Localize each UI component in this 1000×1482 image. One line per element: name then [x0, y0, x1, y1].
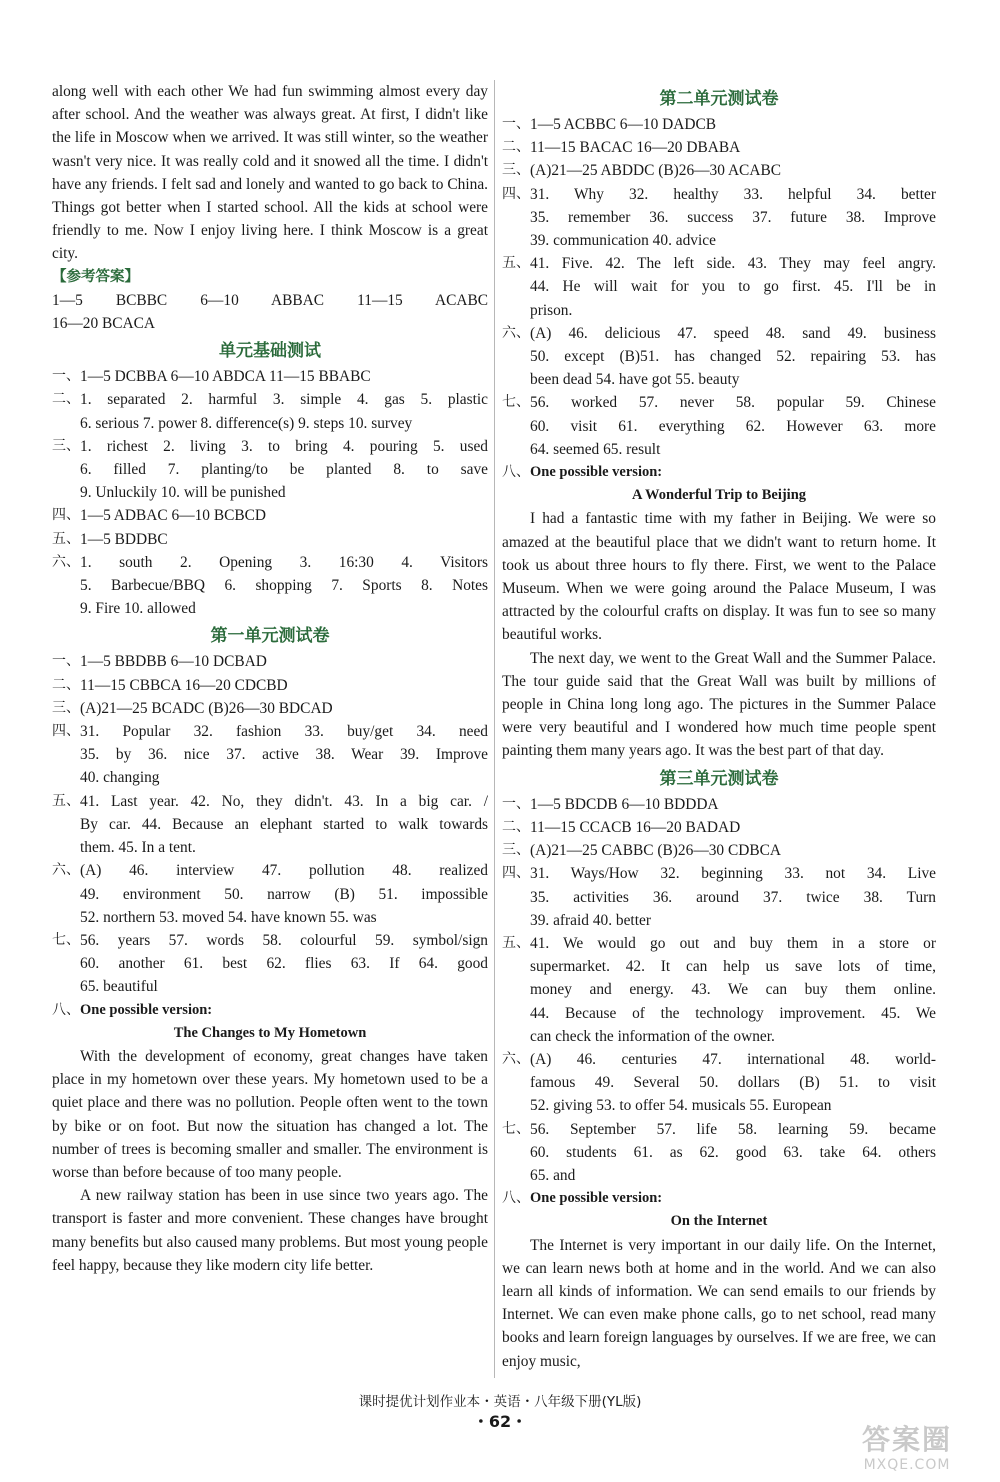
answer-text: 1. separated 2. harmful 3. simple 4. gas 5. plastic — [80, 391, 488, 409]
answer-row — [502, 793, 936, 816]
answer-continuation: 60. students 61. as 62. good 63. take 64. others — [530, 1143, 936, 1161]
answer-text: 1—5 BDCDB 6—10 BDDDA — [530, 795, 719, 813]
answer-text: (A) 46. delicious 47. speed 48. sand 49. business — [530, 324, 936, 342]
answer-text: (A) 46. interview 47. pollution 48. realized — [80, 862, 488, 880]
answer-row — [52, 674, 488, 697]
question-number: 六、 — [502, 1050, 530, 1067]
answer-continuation: 6. serious 7. power 8. difference(s) 9. steps 10. survey — [80, 414, 413, 432]
answer-text: (A) 46. centuries 47. international 48. world- — [530, 1050, 936, 1068]
answer-text: 1. south 2. Opening 3. 16:30 4. Visitors — [80, 553, 488, 571]
essay-paragraph: A new railway station has been in use since two years ago. The transport is faster and more convenient. These changes have brought many benefits but also caused many problems. But most young people feel happy, because they like modern city life better. — [52, 1187, 488, 1274]
answer-continuation: 9. Unluckily 10. will be punished — [80, 484, 286, 502]
answer-continuation: 44. Because of the technology improvement. 45. We — [530, 1004, 936, 1022]
question-number: 一、 — [52, 368, 80, 385]
watermark-logo — [832, 1424, 982, 1478]
section-title-unit-3-test: 第三单元测试卷 — [659, 768, 779, 789]
answer-continuation: 35. activities 36. around 37. twice 38. Turn — [530, 888, 936, 906]
answer-text: 1—5 ADBAC 6—10 BCBCD — [80, 507, 267, 525]
question-number: 二、 — [502, 818, 530, 835]
reference-answers — [52, 266, 488, 336]
question-number: 五、 — [502, 255, 530, 272]
answer-row — [52, 929, 488, 952]
answer-text: One possible version: — [530, 464, 663, 481]
answer-row — [502, 391, 936, 414]
question-number: 四、 — [502, 185, 530, 202]
answer-continuation: 9. Fire 10. allowed — [80, 600, 196, 618]
answer-continuation: By car. 44. Because an elephant started to walk towards — [80, 815, 488, 833]
answer-continuation: been dead 54. have got 55. beauty — [530, 371, 740, 389]
reference-answers-line: 16—20 BCACA — [52, 315, 156, 333]
answer-continuation: 39. afraid 40. better — [530, 911, 651, 929]
answer-row — [52, 650, 488, 673]
book-title: 课时提优计划作业本・英语・八年级下册(YL版) — [358, 1394, 642, 1410]
question-number: 八、 — [52, 1001, 80, 1018]
answer-row — [502, 1048, 936, 1071]
question-number: 五、 — [502, 934, 530, 951]
answer-continuation: 64. seemed 65. result — [530, 440, 661, 458]
section-title-unit-basic-test: 单元基础测试 — [219, 341, 321, 362]
watermark-text: 答案圈 — [861, 1423, 952, 1456]
right-column — [502, 80, 936, 1373]
question-number: 三、 — [502, 842, 530, 859]
answer-text: 1—5 BBDBB 6—10 DCBAD — [80, 653, 267, 671]
answer-text: 1. richest 2. living 3. to bring 4. pouring 5. used — [80, 437, 488, 455]
answer-row — [502, 1118, 936, 1141]
reference-answers-line: 1—5 BCBBC 6—10 ABBAC 11—15 ACABC — [52, 291, 488, 309]
question-number: 八、 — [502, 464, 530, 481]
answer-continuation: money and energy. 43. We can buy them online. — [530, 981, 936, 999]
watermark-url: MXQE.COM — [863, 1457, 951, 1473]
answer-continuation: 65. and — [530, 1166, 576, 1184]
answer-row — [52, 859, 488, 882]
section-title-unit-1-test: 第一单元测试卷 — [210, 626, 330, 647]
page-number: ・62・ — [472, 1412, 528, 1431]
answer-row — [52, 697, 488, 720]
question-number: 七、 — [502, 394, 530, 411]
answer-continuation: 35. by 36. nice 37. active 38. Wear 39. Improve — [80, 746, 488, 764]
answer-row — [52, 388, 488, 411]
answer-text: 11—15 CCACB 16—20 BADAD — [530, 818, 741, 836]
question-number: 一、 — [502, 795, 530, 812]
essay-title: A Wonderful Trip to Beijing — [631, 487, 807, 504]
answer-continuation: them. 45. In a tent. — [80, 839, 196, 857]
answer-text: 41. We would go out and buy them in a store or — [530, 934, 936, 952]
question-number: 二、 — [52, 676, 80, 693]
section-unit-2-test — [502, 113, 936, 484]
answer-text: One possible version: — [530, 1190, 663, 1207]
answer-continuation: 44. He will wait for you to go first. 45. I'll be in — [530, 278, 936, 296]
answer-row — [52, 435, 488, 458]
answer-continuation: 65. beautiful — [80, 978, 158, 996]
answer-text: 31. Ways/How 32. beginning 33. not 34. Live — [530, 865, 936, 883]
column-divider — [494, 80, 495, 1378]
answer-continuation: famous 49. Several 50. dollars (B) 51. to visit — [530, 1074, 936, 1092]
section-unit-3-test — [502, 793, 936, 1211]
essay-paragraph: The Internet is very important in our daily life. On the Internet, we can learn news both at home and in the world. And we can also learn all kinds of information. We can send emails to our friends by Internet. We can even make phone calls, go to net school, read many books and learn foreign languages by ourselves. If we are free, we can enjoy music, — [502, 1236, 936, 1370]
left-column — [52, 80, 488, 1277]
answer-text: (A)21—25 BCADC (B)26—30 BDCAD — [80, 699, 333, 717]
answer-continuation: 35. remember 36. success 37. future 38. Improve — [530, 208, 936, 226]
essay-title: On the Internet — [670, 1213, 768, 1230]
question-number: 八、 — [502, 1190, 530, 1207]
answer-continuation: 39. communication 40. advice — [530, 232, 716, 250]
answer-text: 31. Why 32. healthy 33. helpful 34. better — [530, 185, 936, 203]
answer-row — [52, 528, 488, 551]
answer-row — [52, 365, 488, 388]
answer-continuation: supermarket. 42. It can help us save lots of time, — [530, 958, 936, 976]
answer-continuation: 49. environment 50. narrow (B) 51. impossible — [80, 885, 488, 903]
section-unit-1-test — [52, 650, 488, 1021]
answer-text: 31. Popular 32. fashion 33. buy/get 34. need — [80, 723, 488, 741]
section-unit-basic-test — [52, 365, 488, 620]
answer-continuation: 5. Barbecue/BBQ 6. shopping 7. Sports 8. Notes — [80, 577, 488, 595]
question-number: 二、 — [502, 139, 530, 156]
answer-continuation: prison. — [530, 301, 573, 319]
answer-row — [502, 839, 936, 862]
question-number: 三、 — [502, 162, 530, 179]
answer-text: 11—15 BACAC 16—20 DBABA — [530, 139, 741, 157]
answer-continuation: 50. except (B)51. has changed 52. repairing 53. has — [530, 348, 936, 366]
answer-continuation: 52. northern 53. moved 54. have known 55. was — [80, 908, 377, 926]
answer-text: 1—5 DCBBA 6—10 ABDCA 11—15 BBABC — [80, 368, 371, 386]
answer-text: 1—5 BDDBC — [80, 530, 168, 548]
question-number: 六、 — [52, 862, 80, 879]
reference-answers-title: 【参考答案】 — [52, 268, 139, 285]
answer-text: 56. years 57. words 58. colourful 59. symbol/sign — [80, 931, 488, 949]
question-number: 二、 — [52, 391, 80, 408]
answer-row — [502, 862, 936, 885]
question-number: 六、 — [502, 324, 530, 341]
question-number: 五、 — [52, 792, 80, 809]
answer-continuation: 52. giving 53. to offer 54. musicals 55. European — [530, 1097, 832, 1115]
answer-row — [52, 999, 488, 1022]
answer-row — [52, 720, 488, 743]
answer-text: One possible version: — [80, 1001, 213, 1018]
answer-text: 56. September 57. life 58. learning 59. became — [530, 1120, 936, 1138]
essay-paragraph: With the development of economy, great changes have taken place in my hometown over these years. My hometown used to be a quiet place and there was no pollution. People often went to the town by bike or on foot. But now the situation has changed a lot. The number of trees is becoming smaller and smaller. The environment is worse than before because of too many people. — [52, 1047, 488, 1181]
answer-row — [502, 1187, 936, 1210]
answer-row — [502, 136, 936, 159]
answer-row — [502, 183, 936, 206]
answer-row — [502, 932, 936, 955]
question-number: 四、 — [52, 507, 80, 524]
answer-text: 1—5 ACBBC 6—10 DADCB — [530, 116, 717, 133]
question-number: 一、 — [502, 116, 530, 132]
question-number: 七、 — [52, 931, 80, 948]
answer-text: 41. Five. 42. The left side. 43. They may feel angry. — [530, 255, 936, 273]
question-number: 三、 — [52, 437, 80, 454]
question-number: 六、 — [52, 553, 80, 570]
answer-text: 11—15 CBBCA 16—20 CDCBD — [80, 676, 288, 694]
answer-row — [502, 252, 936, 275]
essay-paragraph: The next day, we went to the Great Wall and the Summer Palace. The tour guide said that the Great Wall was built by millions of people in China long long ago. The pictures in the Summer Palace were very beautiful and I wondered how much time people spent painting them many years ago. It was the best part of that day. — [502, 649, 936, 760]
essay-paragraph: I had a fantastic time with my father in Beijing. We were so amazed at the beautiful place that we didn't want to return home. It took us about three hours to fly there. First, we went to the Palace Museum. When we were going around the Palace Museum, I was attracted by the colourful crafts on display. It was fun to see so many beautiful works. — [502, 510, 936, 644]
question-number: 七、 — [502, 1120, 530, 1137]
answer-text: 56. worked 57. never 58. popular 59. Chinese — [530, 394, 936, 412]
answer-continuation: 60. another 61. best 62. flies 63. If 64. good — [80, 955, 488, 973]
intro-paragraph: along well with each other We had fun swimming almost every day after school. And the weather was always great. At first, I didn't like the life in Moscow when we arrived. It was still winter, so the weather wasn't very nice. It was really cold and it snowed all the time. I didn't have any friends. I felt sad and lonely and wanted to go back to China. Things got better when I started school. All the kids at school were friendly to me. Now I enjoy living here. I think Moscow is a great city. — [52, 83, 488, 263]
question-number: 五、 — [52, 530, 80, 547]
answer-row — [502, 113, 936, 136]
question-number: 四、 — [502, 865, 530, 882]
question-number: 三、 — [52, 699, 80, 716]
answer-continuation: 40. changing — [80, 769, 160, 787]
answer-row — [502, 322, 936, 345]
question-number: 一、 — [52, 653, 80, 670]
answer-row — [52, 551, 488, 574]
answer-row — [502, 816, 936, 839]
answer-row — [502, 461, 936, 484]
section-title-unit-2-test: 第二单元测试卷 — [659, 89, 779, 109]
answer-row — [502, 159, 936, 182]
essay-title: The Changes to My Hometown — [173, 1024, 367, 1041]
answer-continuation: 6. filled 7. planting/to be planted 8. to save — [80, 461, 488, 479]
answer-continuation: 60. visit 61. everything 62. However 63. more — [530, 417, 936, 435]
answer-row — [52, 504, 488, 527]
question-number: 四、 — [52, 723, 80, 740]
answer-continuation: can check the information of the owner. — [530, 1027, 775, 1045]
answer-text: (A)21—25 ABDDC (B)26—30 ACABC — [530, 162, 781, 180]
answer-row — [52, 790, 488, 813]
answer-text: 41. Last year. 42. No, they didn't. 43. In a big car. / — [80, 792, 488, 810]
answer-text: (A)21—25 CABBC (B)26—30 CDBCA — [530, 842, 781, 860]
